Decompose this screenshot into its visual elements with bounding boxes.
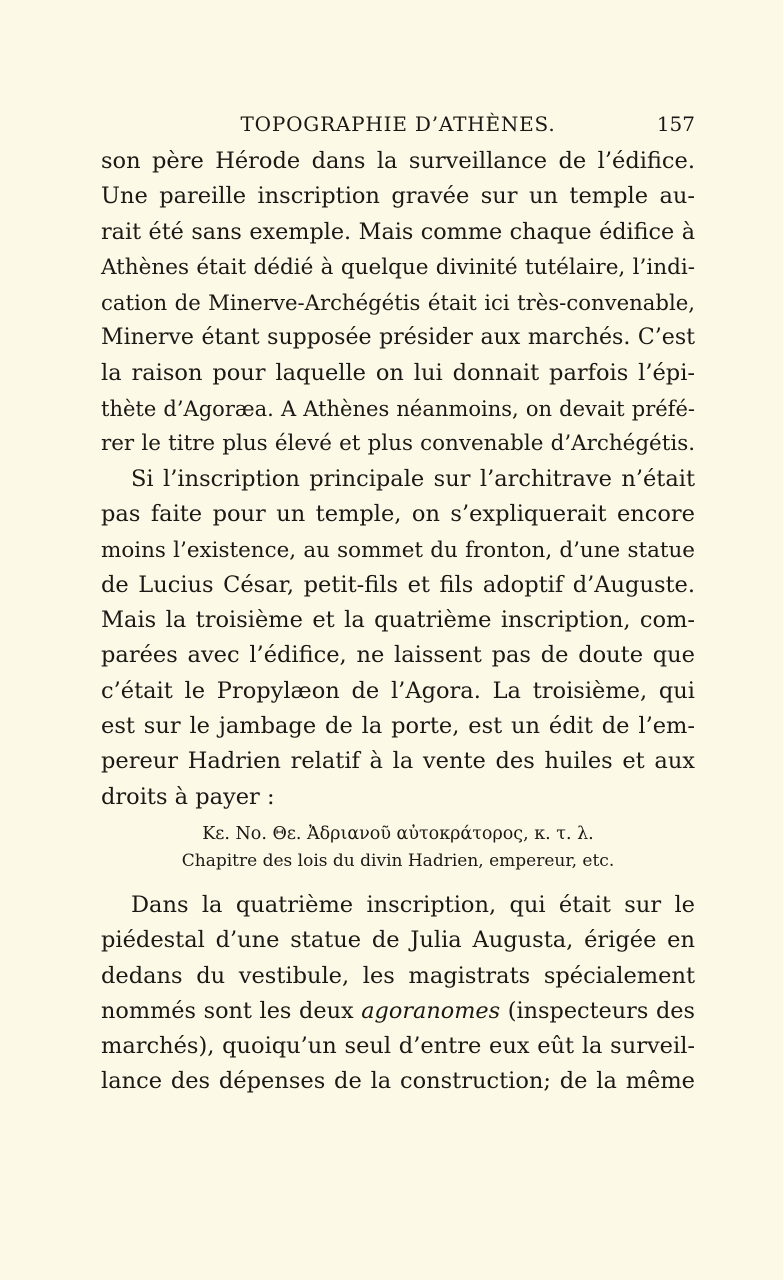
text-line: est sur le jambage de la porte, est un édit de l’em- xyxy=(101,713,695,740)
text-line: de Lucius César, petit-fils et fils adoptif d’Auguste. xyxy=(101,571,695,598)
paragraph-fourth-inscription xyxy=(101,888,695,1100)
page-number: 157 xyxy=(656,112,695,136)
text-line: Athènes était dédié à quelque divinité tutélaire, l’indi- xyxy=(101,254,695,280)
text-line: parées avec l’édifice, ne laissent pas de doute que xyxy=(101,642,695,669)
paragraph-continued xyxy=(101,144,695,462)
text-line: pas faite pour un temple, on s’expliquerait encore xyxy=(101,501,695,528)
text-line: son père Hérode dans la surveillance de l’édifice. xyxy=(101,148,695,174)
text-line: moins l’existence, au sommet du fronton, d’une statue xyxy=(101,537,695,563)
text-line: Minerve étant supposée présider aux marchés. C’est xyxy=(101,325,695,351)
text-line: thète d’Agoræa. A Athènes néanmoins, on devait préfé- xyxy=(101,396,695,422)
text-line: Une pareille inscription gravée sur un temple au- xyxy=(101,183,695,210)
text-line: Mais la troisième et la quatrième inscription, com- xyxy=(101,607,695,634)
text-line-mixed xyxy=(101,994,695,1029)
text-line: rer le titre plus élevé et plus convenable d’Archégétis. xyxy=(101,431,695,457)
inscription-translation: Chapitre des lois du divin Hadrien, empereur, etc. xyxy=(181,851,615,871)
inscription-quotation xyxy=(101,821,695,875)
text-line: pereur Hadrien relatif à la vente des huiles et aux xyxy=(101,748,695,775)
running-head xyxy=(101,109,695,139)
text-line: rait été sans exemple. Mais comme chaque édifice à xyxy=(101,218,695,245)
text-line: Dans la quatrième inscription, qui était sur le xyxy=(131,892,695,918)
text-line: cation de Minerve-Archégétis était ici très-convenable, xyxy=(101,290,695,316)
running-title: TOPOGRAPHIE D’ATHÈNES. xyxy=(240,112,556,136)
text-line: piédestal d’une statue de Julia Augusta, érigée en xyxy=(101,927,695,954)
text-line: c’était le Propylæon de l’Agora. La troisième, qui xyxy=(101,677,695,704)
italic-term: agoranomes xyxy=(361,997,501,1024)
text-line: marchés), quoiqu’un seul d’entre eux eût la surveil- xyxy=(101,1033,695,1060)
text-segment: (inspecteurs des xyxy=(500,997,695,1024)
text-line: lance des dépenses de la construction; de la même xyxy=(101,1068,695,1095)
text-line: dedans du vestibule, les magistrats spécialement xyxy=(101,962,695,989)
text-segment: nommés sont les deux xyxy=(101,997,362,1024)
text-line: la raison pour laquelle on lui donnait parfois l’épi- xyxy=(101,359,695,386)
greek-inscription: Κε. Νο. Θε. Ἀδριανοῦ αὐτοκράτορος, κ. τ. λ. xyxy=(202,824,594,844)
text-line: droits à payer : xyxy=(101,783,275,810)
paragraph-inscriptions xyxy=(101,462,695,815)
text-line: Si l’inscription principale sur l’architrave n’était xyxy=(131,466,695,492)
